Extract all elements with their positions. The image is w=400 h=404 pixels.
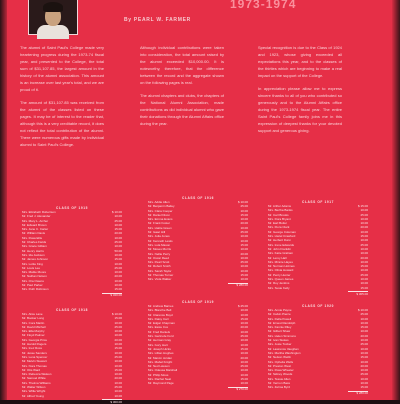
donor-name: Mr. Charles Fields: [22, 240, 47, 245]
donor-amount: 10.00: [360, 368, 368, 373]
donor-amount: 10.00: [360, 221, 368, 226]
article-byline: By PEARL W. FARMER: [124, 17, 191, 23]
donor-amount: 15.00: [240, 346, 248, 351]
donor-name: Mrs. Julia Jones: [148, 234, 170, 239]
donor-amount: 10.00: [360, 281, 368, 286]
donor-row: [22, 287, 122, 291]
author-portrait-photo: [28, 0, 78, 35]
donor-name: Mr. Robert Smith: [148, 264, 171, 269]
text-column-3: [258, 44, 342, 140]
donor-name: Mrs. Elizabeth Robertson: [22, 210, 56, 214]
donor-amount: 10.00: [114, 252, 122, 257]
donor-name: Mr. John Franklin: [268, 246, 292, 251]
class-heading: CLASS OF 1917: [302, 200, 334, 204]
donor-name: Mr. Marvin Jordan: [148, 355, 173, 360]
donor-name: Mr. Vernon Bass: [268, 381, 291, 386]
donor-amount: 20.00: [240, 355, 248, 360]
donor-name: Mr. Thomas Turner: [148, 273, 174, 278]
donor-name: Mrs. Bertha Banks: [268, 208, 293, 213]
donor-amount: 10.00: [360, 320, 368, 325]
donor-name: Mrs. Queen James: [268, 277, 294, 282]
donor-amount: 10.00: [240, 381, 248, 386]
donor-amount: 25.00: [360, 312, 368, 317]
donor-name: Mrs. Rosa Wheeler: [268, 368, 294, 373]
donor-amount: 20.00: [360, 255, 368, 260]
donor-name: Mrs. Emma Evans: [148, 217, 173, 222]
donor-amount: 10.00: [360, 329, 368, 334]
donor-amount: 50.00: [114, 248, 122, 253]
class-total-row: [268, 391, 368, 396]
donor-name: Mr. Norman Holmes: [268, 264, 295, 269]
donor-name: Mr. Ivan Stokes: [268, 338, 289, 343]
donor-amount: $ 15.00: [357, 204, 368, 208]
donor-name: Mr. Earl Butler: [268, 221, 288, 226]
donor-amount: 10.00: [240, 238, 248, 243]
donor-amount: 20.00: [240, 221, 248, 226]
donor-amount: 10.00: [240, 217, 248, 222]
donor-name: Mrs. Ruth Robinson: [22, 287, 49, 292]
donor-name: Mr. Preston West: [268, 363, 291, 368]
donor-name: Mrs. Ella Murphy: [22, 329, 45, 334]
donor-amount: 10.00: [240, 268, 248, 273]
donor-row: [148, 277, 248, 281]
donor-amount: 10.00: [240, 359, 248, 364]
page-edge-shadow-left: [0, 0, 7, 400]
donor-amount: 15.00: [360, 355, 368, 360]
donor-name: Mr. Joseph Hicks: [148, 346, 171, 351]
article-years-title: 1973-1974: [230, 0, 297, 11]
donor-name: Mrs. Zelma Byrd: [268, 385, 291, 390]
class-total-amount: $ 280.00: [236, 283, 248, 288]
donor-rows: [22, 210, 122, 292]
donor-row: [148, 381, 248, 385]
donor-amount: 25.00: [114, 385, 122, 390]
donor-name: Mr. Roy Jenkins: [268, 281, 290, 286]
donor-amount: 15.00: [360, 325, 368, 330]
donor-amount: 15.00: [360, 285, 368, 290]
donor-name: Mr. Moses Morris: [148, 247, 172, 252]
donor-name: Mrs. Hattie Green: [148, 225, 172, 230]
donor-name: Mr. Lawrence Vaughan: [268, 346, 299, 351]
class-list-block: [268, 304, 368, 396]
donor-amount: 20.00: [360, 225, 368, 230]
donor-name: Mr. Leroy Hall: [268, 255, 287, 260]
donor-amount: 10.00: [360, 346, 368, 351]
donor-amount: $ 10.00: [111, 210, 122, 214]
donor-amount: 10.00: [360, 381, 368, 386]
donor-amount: 20.00: [114, 337, 122, 342]
donor-name: Mrs. Thelma Williams: [22, 380, 51, 385]
donor-amount: 10.00: [240, 312, 248, 317]
donor-name: Mrs. Ida Jackson: [22, 252, 45, 257]
donor-amount: 15.00: [114, 316, 122, 321]
portrait-hair: [43, 2, 63, 12]
donor-name: Mrs. Josie Tucker: [268, 342, 292, 347]
donor-amount: 10.00: [114, 320, 122, 325]
donor-amount: 10.00: [240, 368, 248, 373]
donor-amount: 10.00: [240, 351, 248, 356]
donor-amount: 15.00: [240, 273, 248, 278]
donor-amount: 10.00: [114, 214, 122, 219]
donor-amount: 25.00: [114, 240, 122, 245]
donor-name: Mrs. Inez Ross: [22, 346, 43, 351]
donor-name: Mrs. Addie Allen: [148, 200, 170, 204]
donor-name: Mrs. Katie Graham: [268, 251, 294, 256]
donor-name: Mr. Andrew Barnes: [148, 304, 174, 308]
donor-name: Mrs. Ivory Hart: [148, 342, 168, 347]
class-heading: CLASS OF 1918: [56, 308, 88, 312]
donor-amount: 25.00: [360, 272, 368, 277]
donor-amount: 10.00: [240, 234, 248, 239]
donor-name: Mrs. Della Powell: [268, 316, 292, 321]
donor-amount: 10.00: [114, 380, 122, 385]
donor-amount: 10.00: [114, 283, 122, 288]
donor-amount: 10.00: [240, 329, 248, 334]
donor-name: Mr. David Mitchell: [22, 324, 46, 329]
donor-amount: $ 25.00: [237, 304, 248, 308]
donor-name: Mrs. Pearl Scott: [148, 260, 170, 265]
donor-name: Mr. Kenneth Lewis: [148, 238, 173, 243]
donor-amount: 25.00: [360, 212, 368, 217]
donor-amount: 20.00: [240, 325, 248, 330]
donor-name: Mrs. Martha Washington: [268, 350, 301, 355]
donor-name: Mr. Henry Harris: [22, 248, 44, 253]
class-total-amount: $ 305.00: [356, 291, 368, 296]
donor-name: Mr. Edgar Chapman: [148, 321, 175, 326]
donor-name: Mrs. Daisy Carr: [148, 316, 169, 321]
donor-name: Mrs. Gertrude Ford: [148, 334, 174, 339]
donor-name: Mr. Edward Brown: [22, 222, 47, 227]
donor-name: Mr. George Coleman: [268, 229, 296, 234]
donor-name: Mrs. Ophelia Wells: [268, 359, 294, 364]
donor-name: Mrs. Lottie King: [22, 261, 43, 266]
donor-amount: $ 10.00: [237, 200, 248, 204]
donor-name: Mr. Daniel Dixon: [148, 212, 171, 217]
donor-amount: 10.00: [360, 316, 368, 321]
donor-amount: 25.00: [240, 260, 248, 265]
class-list-block: [268, 200, 368, 296]
donor-name: Mr. Percy Hunter: [268, 272, 291, 277]
donor-name: Mr. Melvin Stewart: [22, 359, 47, 364]
donor-name: Mr. Sidney Woods: [268, 372, 293, 377]
class-total-amount: $ 270.00: [236, 387, 248, 392]
donor-amount: 15.00: [360, 234, 368, 239]
donor-name: Mrs. Mattie Moore: [22, 270, 47, 275]
donor-amount: 10.00: [360, 229, 368, 234]
donor-amount: 15.00: [360, 264, 368, 269]
class-total-row: [22, 293, 122, 298]
donor-amount: 10.00: [240, 372, 248, 377]
donor-name: Mrs. Susie Kelly: [268, 285, 290, 290]
donor-amount: 10.00: [114, 329, 122, 334]
donor-amount: 25.00: [240, 204, 248, 209]
donor-amount: 10.00: [240, 225, 248, 230]
donor-rows: [268, 308, 368, 390]
donor-amount: 10.00: [114, 333, 122, 338]
donor-name: Mr. Fred J. Alexander: [22, 214, 51, 219]
donor-row: [22, 394, 122, 398]
class-list-block: [22, 308, 122, 404]
class-total-amount: $ 280.00: [356, 391, 368, 396]
donor-amount: 10.00: [240, 255, 248, 260]
donor-amount: 15.00: [240, 316, 248, 321]
donor-amount: 10.00: [240, 321, 248, 326]
donor-rows: [268, 204, 368, 290]
paragraph: The alumni of Saint Paul's College made very heartening progress during the 1973-74 fiscal year, and presented to the College, the total sum of $31,107.85, the largest amount in the history of the alumni association. This amount is an increase over last year's total, and we are proud of it.: [20, 45, 104, 92]
donor-amount: 10.00: [114, 359, 122, 364]
donor-name: Mrs. Rachel Neal: [148, 377, 172, 382]
class-list-block: [148, 196, 248, 288]
donor-amount: 25.00: [360, 242, 368, 247]
donor-name: Mrs. Alice Lane: [22, 312, 43, 316]
donor-name: Mrs. Blanche Bell: [148, 308, 172, 313]
donor-name: Mrs. Cora Martin: [22, 320, 45, 325]
class-heading: CLASS OF 1916: [182, 196, 214, 200]
donor-amount: 10.00: [114, 261, 122, 266]
donor-amount: 10.00: [114, 350, 122, 355]
donor-amount: 25.00: [240, 334, 248, 339]
donor-amount: 15.00: [240, 242, 248, 247]
donor-name: Mr. James Johnson: [22, 257, 49, 262]
donor-amount: 10.00: [240, 277, 248, 282]
donor-name: Mr. Jesse Sanders: [22, 350, 47, 355]
donor-amount: 10.00: [240, 338, 248, 343]
donor-amount: 25.00: [114, 324, 122, 329]
donor-name: Mrs. Ora Owens: [22, 278, 44, 283]
donor-name: Mrs. Hazel Crawford: [268, 234, 296, 239]
donor-amount: 20.00: [360, 363, 368, 368]
donor-name: Mr. Fred Daniels: [148, 329, 171, 334]
donor-amount: 10.00: [360, 246, 368, 251]
donor-amount: 10.00: [360, 268, 368, 273]
donor-amount: 25.00: [114, 354, 122, 359]
donor-amount: 20.00: [114, 376, 122, 381]
donor-amount: 25.00: [360, 342, 368, 347]
donor-amount: 20.00: [114, 231, 122, 236]
donor-name: Mr. Paul Parker: [22, 283, 43, 288]
donor-amount: 25.00: [240, 364, 248, 369]
donor-amount: 15.00: [240, 212, 248, 217]
donor-name: Mrs. Olivia Howard: [268, 268, 294, 273]
donor-name: Mr. Calvin Pierce: [268, 312, 291, 317]
donor-name: Mr. Oscar Reed: [148, 255, 170, 260]
class-list-block: [148, 300, 248, 392]
donor-amount: 10.00: [360, 338, 368, 343]
donor-name: Mr. Raymond Page: [148, 381, 174, 386]
donor-name: Mr. Otis Ward: [22, 367, 41, 372]
donor-name: Mr. Louis Lee: [22, 265, 41, 270]
class-total-row: [22, 400, 122, 404]
donor-amount: 10.00: [114, 235, 122, 240]
donor-amount: 10.00: [240, 342, 248, 347]
donor-amount: 25.00: [114, 265, 122, 270]
donor-name: Mr. Herbert Dunn: [268, 238, 292, 243]
donor-name: Mrs. Viola Walker: [148, 277, 172, 282]
class-total-row: [148, 283, 248, 288]
donor-amount: $ 10.00: [357, 308, 368, 312]
donor-amount: 15.00: [114, 257, 122, 262]
donor-name: Mrs. Nellie Perry: [148, 251, 171, 256]
donor-name: Mrs. Lillian Hughes: [148, 351, 174, 356]
donor-name: Mr. Carl Brooks: [268, 212, 289, 217]
donor-row: [268, 286, 368, 290]
donor-name: Mrs. Sarah Taylor: [148, 268, 172, 273]
donor-amount: 10.00: [114, 342, 122, 347]
donor-name: Mrs. Irene Edwards: [268, 242, 295, 247]
donor-rows: [148, 304, 248, 386]
donor-amount: 10.00: [240, 308, 248, 313]
paragraph: In appreciation please allow me to express sincere thanks to all of you who contributed so generously and to the Alumni Affairs office during the 1973-1974 fiscal year. The entire Saint Paul's College family joins me in this expression of deepest thanks for your devoted support and generous giving.: [258, 86, 342, 133]
donor-name: Mr. Philip Moss: [148, 372, 169, 377]
donor-name: Mrs. Mabel Knight: [148, 359, 173, 364]
donor-name: Mr. Floyd Palmer: [22, 333, 45, 338]
donor-name: Mrs. Flora Clark: [268, 225, 290, 230]
donor-amount: 10.00: [114, 372, 122, 377]
donor-name: Mr. Benjamin Bailey: [148, 204, 175, 209]
donor-rows: [148, 200, 248, 282]
donor-amount: 10.00: [360, 350, 368, 355]
donor-name: Mrs. Tessie Allen: [268, 376, 291, 381]
donor-name: Mr. Booker Long: [22, 316, 45, 321]
donor-amount: 25.00: [360, 372, 368, 377]
donor-amount: 10.00: [114, 222, 122, 227]
class-total-row: [268, 292, 368, 297]
donor-amount: 15.00: [114, 346, 122, 351]
paragraph: The amount of $31,107.85 was received from the alumni of the classes listed on these pages. It may be of interest to the reader that, although this is a very creditable record, it does not reflect the total contribution of the alumni. There were numerous gifts made by individual alumni to Saint Paul's College.: [20, 100, 104, 147]
donor-amount: 15.00: [240, 377, 248, 382]
donor-name: Mrs. Georgia Price: [22, 337, 48, 342]
donor-rows: [22, 312, 122, 398]
paragraph: Special recognition is due to the Class of 1924 and 1923, whose giving exceeded all expectations this year, and to the classes of the thirties which are beginning to make a real impact on the support of the College.: [258, 45, 342, 78]
donor-name: Mr. Frank Foster: [148, 221, 171, 226]
donor-name: Mr. Gilbert Shaw: [268, 329, 291, 334]
donor-amount: 25.00: [240, 230, 248, 235]
donor-name: Mr. Isaac Hill: [148, 230, 166, 235]
donor-name: Mr. William Davis: [22, 231, 45, 236]
donor-amount: $ 10.00: [111, 312, 122, 316]
donor-amount: 10.00: [360, 208, 368, 213]
donor-name: Mr. Ned Lawson: [148, 364, 170, 369]
donor-name: Mrs. Odessa Marshall: [148, 368, 178, 373]
donor-name: Mrs. Lula Mason: [148, 242, 171, 247]
donor-amount: 15.00: [360, 385, 368, 390]
text-column-1: [20, 44, 104, 154]
donor-amount: 10.00: [114, 278, 122, 283]
donor-name: Mr. Ernest Randolph: [268, 320, 296, 325]
class-total-row: [148, 387, 248, 392]
donor-name: Mrs. Minnie Hayes: [268, 259, 293, 264]
donor-name: Mrs. Mary L. Archer: [22, 218, 49, 223]
donor-amount: 15.00: [114, 287, 122, 292]
donor-amount: 10.00: [240, 247, 248, 252]
donor-name: Mrs. Annie Payne: [268, 308, 292, 312]
donor-name: Mrs. Dora Bryant: [268, 216, 291, 221]
class-heading: CLASS OF 1919: [182, 300, 214, 304]
donor-name: Mrs. Jane C. Carter: [22, 227, 49, 232]
donor-name: Mrs. Lena Spencer: [22, 354, 48, 359]
donor-name: Mr. Arthur Adams: [268, 204, 292, 208]
donor-name: Mrs. Rebecca Watson: [22, 372, 52, 377]
donor-name: Mr. Nelson Webb: [268, 355, 291, 360]
donor-name: Mr. Harold Rogers: [22, 342, 47, 347]
donor-amount: 10.00: [360, 259, 368, 264]
donor-amount: 10.00: [360, 359, 368, 364]
donor-name: Mrs. Grace Gilliam: [22, 244, 47, 249]
donor-amount: 10.00: [114, 270, 122, 275]
donor-amount: 10.00: [240, 264, 248, 269]
donor-name: Mr. Herman Gray: [148, 338, 172, 343]
donor-name: Mrs. Helen Simmons: [268, 333, 296, 338]
donor-name: Mr. Nathan Nelson: [22, 274, 47, 279]
page-edge-shadow-right: [392, 0, 400, 400]
donor-amount: 25.00: [114, 218, 122, 223]
donor-name: Mrs. Fannie Riley: [268, 325, 292, 330]
donor-amount: 10.00: [360, 277, 368, 282]
donor-name: Mrs. Rosa Ellis: [22, 235, 43, 240]
donor-name: Mr. Walter Wilson: [22, 385, 46, 390]
donor-amount: 10.00: [360, 238, 368, 243]
donor-name: Mr. Alfred Young: [22, 393, 44, 398]
donor-name: Mrs. Nora Thomas: [22, 363, 47, 368]
donor-name: Mrs. Essie Cox: [148, 325, 169, 330]
donor-amount: 10.00: [114, 393, 122, 398]
donor-amount: 15.00: [114, 227, 122, 232]
donor-amount: 10.00: [360, 376, 368, 381]
donor-name: Mr. Samuel White: [22, 376, 46, 381]
class-total-amount: $ 300.00: [110, 399, 122, 404]
donor-row: [268, 385, 368, 389]
donor-name: Mrs. Willie Wright: [22, 389, 46, 394]
text-column-2: [140, 44, 224, 133]
donor-amount: 20.00: [114, 274, 122, 279]
paragraph: Although individual contributions were taken into consideration, the total amount raised by the alumni exceeded $10,000.00. It is noteworthy, therefore, that the difference between the record and the aggregate shown on the following pages is real.: [140, 45, 224, 85]
donor-amount: 20.00: [360, 333, 368, 338]
donor-amount: 10.00: [360, 216, 368, 221]
donor-amount: 15.00: [114, 367, 122, 372]
donor-amount: 10.00: [240, 208, 248, 213]
class-heading: CLASS OF 1915: [56, 206, 88, 210]
donor-name: Mrs. Clara Cooper: [148, 208, 173, 213]
class-heading: CLASS OF 1920: [302, 304, 334, 308]
class-list-block: [22, 206, 122, 298]
donor-amount: 10.00: [114, 244, 122, 249]
donor-amount: 20.00: [240, 251, 248, 256]
class-total-amount: $ 320.00: [110, 293, 122, 298]
paragraph: The alumni chapters and clubs, the chapters of the National Alumni Association, made contributions as did individual alumni who gave their donations through the Alumni Affairs office during the year.: [140, 93, 224, 126]
donor-amount: 10.00: [114, 389, 122, 394]
donor-amount: 10.00: [360, 251, 368, 256]
donor-amount: 10.00: [114, 363, 122, 368]
portrait-shirt: [37, 25, 69, 39]
donor-name: Mr. Clarence Boyd: [148, 312, 173, 317]
